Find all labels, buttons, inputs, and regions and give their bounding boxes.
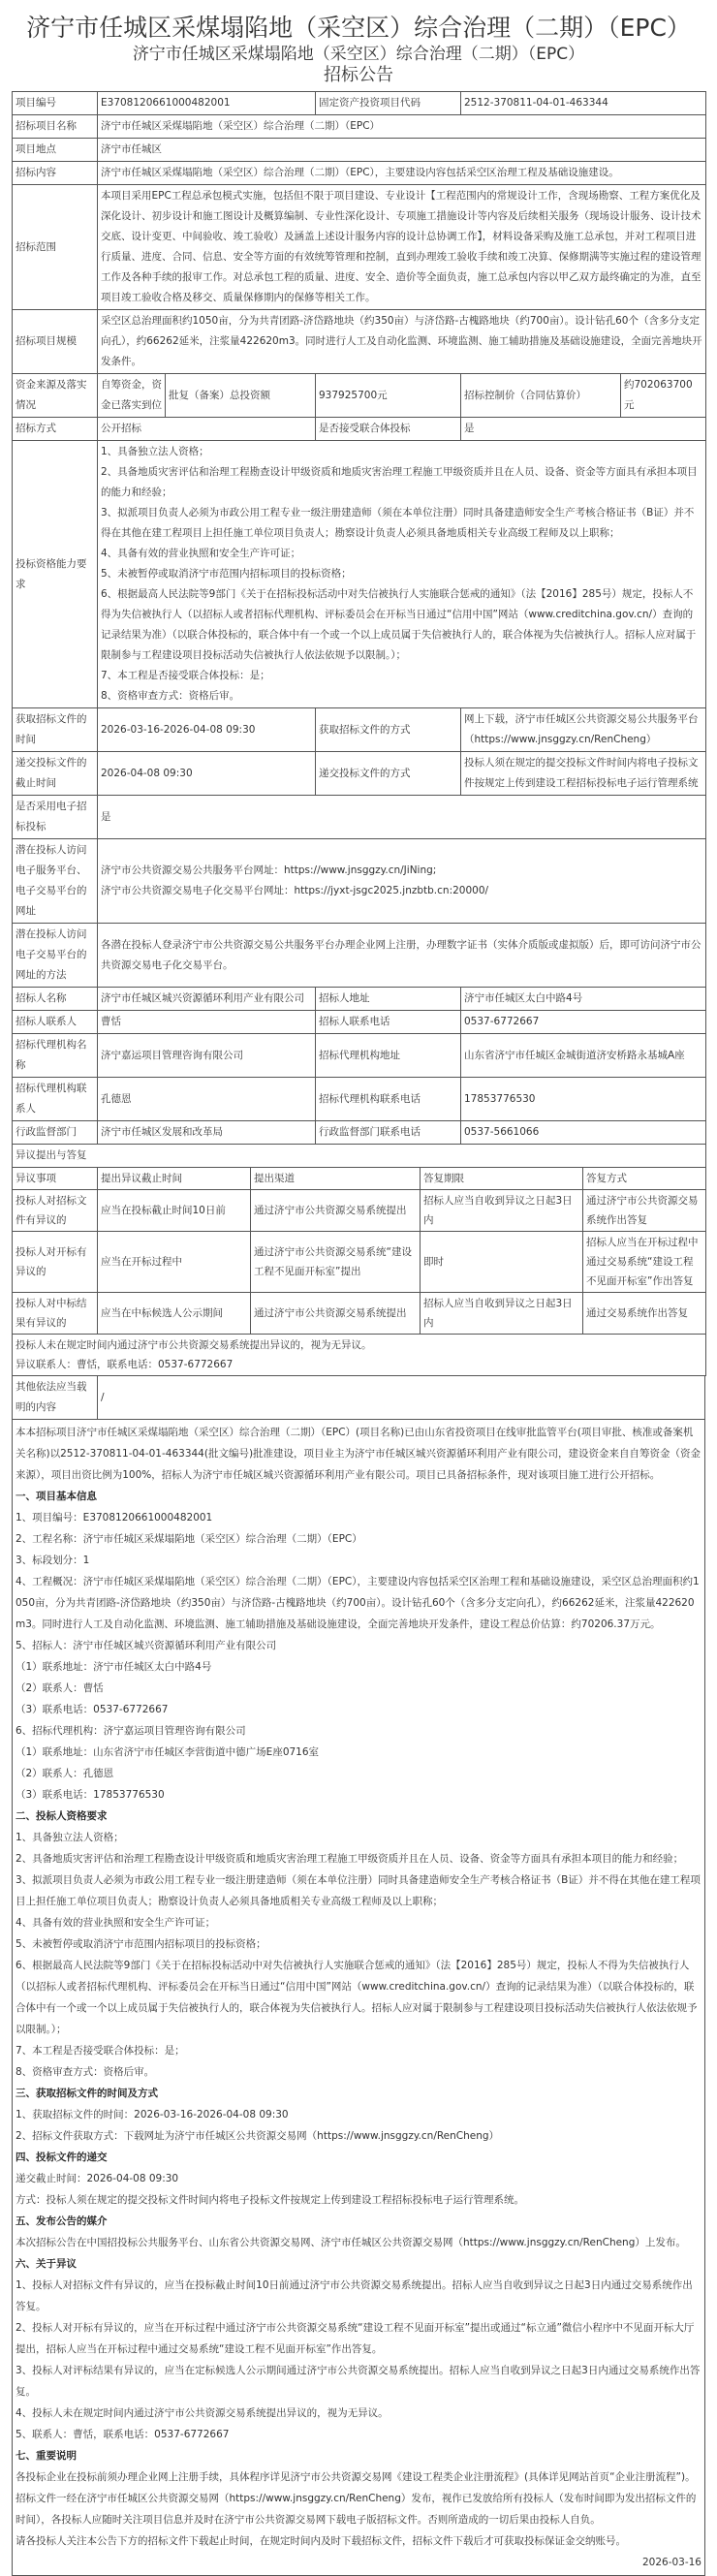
platform-url-public[interactable]: 济宁市公共资源交易公共服务平台网址：https://www.jnsggzy.cn/JiNing; (101, 864, 437, 876)
objection-cell: 招标人应当自收到异议之日起3日内 (421, 1293, 583, 1335)
objection-row (13, 1293, 706, 1335)
agency-label: 招标代理机构名称 (13, 1034, 98, 1078)
section-item: 6、招标代理机构：济宁嘉运项目管理咨询有限公司 (16, 1725, 246, 1737)
objection-cell: 通过济宁市公共资源交易系统作出答复 (583, 1190, 706, 1232)
deadline-label: 递交投标文件的截止时间 (13, 752, 98, 796)
objection-note-row (13, 1335, 706, 1376)
tenderer-value: 济宁市任城区城兴资源循环利用产业有限公司 (98, 988, 316, 1011)
consortium-label: 是否接受联合体投标 (316, 418, 461, 441)
table-row (13, 310, 706, 374)
qual-item: 1、具备独立法人资格； (101, 446, 209, 457)
section-item: 4、投标人未在规定时间内通过济宁市公共资源交易系统提出异议的，视为无异议。 (16, 2407, 389, 2419)
project-name-label: 招标项目名称 (13, 115, 98, 139)
section-item: 各投标企业在投标前须办理企业网上注册手续，具体程序详见济宁市公共资源交易网《建设工程类企业注册流程》(具体详见网站首页“企业注册流程”)。 (16, 2471, 696, 2483)
agency-value: 济宁嘉运项目管理咨询有限公司 (98, 1034, 316, 1078)
notice-heading: 招标公告 (324, 65, 393, 85)
tenderer-contact-value: 曹恬 (98, 1011, 316, 1034)
section-heading: 五、发布公告的媒介 (16, 2215, 108, 2227)
content-value: 济宁市任城区采煤塌陷地（采空区）综合治理（二期）（EPC），主要建设内容包括采空区治理工程及基础设施建设。 (98, 162, 706, 185)
section-item: （3）联系电话：0537-6772667 (16, 1704, 169, 1715)
project-no-value: E3708120661000482001 (98, 92, 316, 115)
submit-method-label: 递交投标文件的方式 (316, 752, 461, 796)
consortium-value: 是 (461, 418, 706, 441)
agency-addr-value: 山东省济宁市任城区金城街道济安桥路永基城A座 (461, 1034, 706, 1078)
section-item: 6、根据最高人民法院等9部门《关于在招标投标活动中对失信被执行人实施联合惩戒的通知》（法【2016】285号）规定，投标人不得为失信被执行人（以招标人或者招标代理机构、评标委员会在开标当日通过“信用中国”网站（www.creditchina.gov.cn/）查询的记录结果为准）（以联合体投标的，联合体中有一个或一个以上成员属于失信被执行人的，联合体视为失信被执行人。招标人应对属于限制参与工程建设项目投标活动失信被执行人依法依规予以限制。）； (16, 1960, 698, 2035)
get-time-value: 2026-03-16-2026-04-08 09:30 (98, 708, 316, 752)
other-table (12, 1375, 705, 2576)
section-item: 1、获取招标文件的时间：2026-03-16-2026-04-08 09:30 (16, 2109, 289, 2120)
total-invest-value: 937925700元 (316, 374, 461, 418)
supervisor-phone-value: 0537-5661066 (461, 1121, 706, 1145)
section-item: 2、具备地质灾害评估和治理工程勘查设计甲级资质和地质灾害治理工程施工甲级资质并且在人员、设备、资金等方面具有承担本项目的能力和经验； (16, 1853, 684, 1865)
tenderer-addr-value: 济宁市任城区太白中路4号 (461, 988, 706, 1011)
project-name-value: 济宁市任城区采煤塌陷地（采空区）综合治理（二期）（EPC） (98, 115, 706, 139)
section-heading: 一、项目基本信息 (16, 1491, 97, 1502)
section-item: 请各投标人关注本公告下方的招标文件下载起止时间，在规定时间内及时下载招标文件，招标文件下载后才可获取投标保证金交纳账号。 (16, 2535, 626, 2547)
table-row (13, 708, 706, 752)
table-row (13, 92, 706, 115)
table-row (13, 1078, 706, 1121)
other-value: / (98, 1376, 705, 1420)
section-item: （3）联系电话：17853776530 (16, 1789, 165, 1801)
section-item: 8、资格审查方式：资格后审。 (16, 2066, 155, 2078)
content-label: 招标内容 (13, 162, 98, 185)
objection-cell: 应当在开标过程中 (98, 1232, 251, 1293)
deadline-value: 2026-04-08 09:30 (98, 752, 316, 796)
objection-header: 答复期限 (421, 1168, 583, 1190)
scope-value: 本项目采用EPC工程总承包模式实施，包括但不限于项目建设、专业设计【工程范围内的常规设计工作，含现场勘察、工程方案优化及深化设计、初步设计和施工图设计及概算编制、专业性深化设计、专项施工措施设计等内容及后续相关服务（现场设计服务、设计技术交底、设计变更、中间验收、竣工验收）及涵盖上述设计服务内容的设计总协调工作】，材料设备采购及施工总承包，并对工程项目进行质量、进度、合同、信息、安全等方面的有效统筹管理和控制，直到办理竣工验收手续和竣工决算、保修期满等实施过程的建设管理工作及各种手续的报审工作。对总承包工程的质量、进度、安全、造价等全面负责，施工总承包内容以甲乙双方最终确定的为准，直至项目竣工验收合格及移交、质量保修期内的保修等相关工作。 (98, 185, 706, 310)
table-row (13, 839, 706, 924)
control-price-value: 约702063700元 (621, 374, 706, 418)
platform-method-label: 潜在投标人访问电子交易平台的网址的方法 (13, 924, 98, 988)
agency-phone-label: 招标代理机构联系电话 (316, 1078, 461, 1121)
table-row (13, 796, 706, 839)
section-item: 1、具备独立法人资格； (16, 1832, 124, 1843)
tenderer-addr-label: 招标人地址 (316, 988, 461, 1011)
body-row (13, 1420, 705, 2576)
method-value: 公开招标 (98, 418, 316, 441)
section-item: 本次招标公告在中国招投标公共服务平台、山东省公共资源交易网、济宁市任城区公共资源交易网（https://www.jnsggzy.cn/RenCheng）上发布。 (16, 2237, 686, 2248)
total-invest-label: 批复（备案）总投资额 (166, 374, 316, 418)
objection-contact-line: 异议联系人：曹恬，联系电话：0537-6772667 (16, 1359, 234, 1370)
table-row (13, 162, 706, 185)
section-item: 招标文件一经在济宁市任城区公共资源交易网（https://www.jnsggzy.cn/RenCheng）发布，视作已发放给所有投标人（发布时间即为发出招标文件的时间），各投标人应随时关注项目信息并及时在济宁市公共资源交易网下载电子版招标文件。否则所造成的一切后果由投标人自负。 (16, 2493, 697, 2526)
electronic-label: 是否采用电子招标投标 (13, 796, 98, 839)
scale-value: 采空区总治理面积约1050亩，分为共青团路-济岱路地块（约350亩）与济岱路-古槐路地块（约700亩）。设计钻孔60个（含多分支定向孔），约66262延米，注浆量422620m3。同时进行人工及自动化监测、环境监测、施工辅助措施及基础设施建设，全面完善地块开发条件。 (98, 310, 706, 374)
table-row (13, 1145, 706, 1168)
section-item: 1、项目编号：E3708120661000482001 (16, 1512, 213, 1524)
notice-document (0, 14, 717, 2576)
tenderer-label: 招标人名称 (13, 988, 98, 1011)
table-row (13, 441, 706, 708)
get-time-label: 获取招标文件的时间 (13, 708, 98, 752)
notice-body (13, 1420, 705, 2576)
objection-cell: 投标人对中标结果有异议的 (13, 1293, 98, 1335)
objection-cell: 投标人对招标文件有异议的 (13, 1190, 98, 1232)
notice-table (12, 91, 706, 1168)
section-item: 2、招标文件获取方式：下载网址为济宁市任城区公共资源交易网（https://www.jnsggzy.cn/RenCheng） (16, 2130, 500, 2142)
section-item: 3、投标人对评标结果有异议的，应当在定标候选人公示期间通过济宁市公共资源交易系统提出。招标人应当自收到异议之日起3日内通过交易系统作出答复。 (16, 2365, 701, 2398)
objection-cell: 招标人应当在开标过程中通过交易系统“建设工程不见面开标室”作出答复 (583, 1232, 706, 1293)
objection-cell: 通过济宁市公共资源交易系统提出 (251, 1293, 421, 1335)
qual-item: 7、本工程是否接受联合体投标：是； (101, 670, 270, 681)
table-row (13, 1121, 706, 1145)
qual-label: 投标资格能力要求 (13, 441, 98, 708)
section-item: 4、工程概况：济宁市任城区采煤塌陷地（采空区）综合治理（二期）（EPC），主要建设内容包括采空区治理工程和基础设施建设，采空区总治理面积约1050亩，分为共青团路-济岱路地块（约350亩）与济岱路-古槐路地块（约700亩）。设计钻孔60个（含多分支定向孔），约66262延米，注浆量422620m3。同时进行人工及自动化监测、环境监测、施工辅助措施及基础设施建设，全面完善地块开发条件，建设工程总价估算：约70206.37万元。 (16, 1576, 700, 1630)
section-item: 3、标段划分：1 (16, 1555, 90, 1566)
tenderer-phone-value: 0537-6772667 (461, 1011, 706, 1034)
intro-paragraph: 本本招标项目济宁市任城区采煤塌陷地（采空区）综合治理（二期）（EPC）(项目名称)已由山东省投资项目在线审批监管平台(项目审批、核准或备案机关名称)以2512-370811-04-01-463344(批文编号)批准建设，项目业主为济宁市任城区城兴资源循环利用产业有限公司，建设资金来自自筹资金（资金来源），项目出资比例为100%，招标人为济宁市任城区城兴资源循环利用产业有限公司。项目已具备招标条件，现对该项目施工进行公开招标。 (16, 1427, 701, 1481)
get-method-label: 获取招标文件的方式 (316, 708, 461, 752)
objection-title: 异议提出与答复 (13, 1145, 706, 1168)
section-item: 5、招标人：济宁市任城区城兴资源循环利用产业有限公司 (16, 1640, 277, 1651)
section-heading: 三、获取招标文件的时间及方式 (16, 2088, 158, 2099)
qual-item: 6、根据最高人民法院等9部门《关于在招标投标活动中对失信被执行人实施联合惩戒的通知》（法【2016】285号）规定，投标人不得为失信被执行人（以招标人或者招标代理机构、评标委员会在开标当日通过“信用中国”网站（www.creditchina.gov.cn/）查询的记录结果为准）（以联合体投标的，联合体中有一个或一个以上成员属于失信被执行人的，联合体视为失信被执行人。招标人应对属于限制参与工程建设项目投标活动失信被执行人依法依规予以限制。）； (101, 588, 697, 661)
section-item: 递交截止时间：2026-04-08 09:30 (16, 2173, 179, 2184)
section-item: 方式：投标人须在规定的提交投标文件时间内将电子投标文件按规定上传到建设工程招标投标电子运行管理系统。 (16, 2194, 524, 2206)
section-item: 3、拟派项目负责人必须为市政公用工程专业一级注册建造师（须在本单位注册）同时具备建造师安全生产考核合格证书（B证）并不得在其他在建工程项目上担任施工单位项目负责人；勘察设计负责人必须具备地质相关专业高级工程师及以上职称； (16, 1874, 701, 1907)
supervisor-phone-label: 行政监督部门联系电话 (316, 1121, 461, 1145)
page-title: 济宁市任城区采煤塌陷地（采空区）综合治理（二期）（EPC） (26, 14, 691, 42)
objection-header: 提出异议截止时间 (98, 1168, 251, 1190)
scale-label: 招标项目规模 (13, 310, 98, 374)
agency-addr-label: 招标代理机构地址 (316, 1034, 461, 1078)
objection-table (12, 1167, 706, 1376)
section-item: （1）联系地址：山东省济宁市任城区李营街道中德广场E座0716室 (16, 1746, 320, 1758)
objection-row (13, 1232, 706, 1293)
table-row (13, 924, 706, 988)
tenderer-phone-label: 招标人联系电话 (316, 1011, 461, 1034)
section-item: 5、未被暂停或取消济宁市范围内招标项目的投标资格； (16, 1938, 266, 1950)
table-row (13, 185, 706, 310)
objection-cell: 应当在投标截止时间10日前 (98, 1190, 251, 1232)
objection-header-row (13, 1168, 706, 1190)
table-row (13, 374, 706, 418)
table-row (13, 752, 706, 796)
location-value: 济宁市任城区 (98, 139, 706, 162)
table-row (13, 1011, 706, 1034)
fund-source-value: 自筹资金，资金已落实到位 (98, 374, 166, 418)
objection-cell: 招标人应当自收到异议之日起3日内 (421, 1190, 583, 1232)
submit-method-value: 投标人须在规定的提交投标文件时间内将电子投标文件按规定上传到建设工程招标投标电子运行管理系统 (461, 752, 706, 796)
objection-cell: 通过济宁市公共资源交易系统提出 (251, 1190, 421, 1232)
objection-header: 答复方式 (583, 1168, 706, 1190)
section-item: 1、投标人对招标文件有异议的，应当在投标截止时间10日前通过济宁市公共资源交易系统提出。招标人应当自收到异议之日起3日内通过交易系统作出答复。 (16, 2279, 693, 2312)
section-heading: 六、关于异议 (16, 2258, 77, 2270)
section-item: （2）联系人：曹恬 (16, 1682, 104, 1694)
method-label: 招标方式 (13, 418, 98, 441)
supervisor-label: 行政监督部门 (13, 1121, 98, 1145)
scope-label: 招标范围 (13, 185, 98, 310)
table-row (13, 1376, 705, 1420)
section-item: （2）联系人：孔德恩 (16, 1768, 114, 1779)
section-item: 2、投标人对开标有异议的，应当在开标过程中通过济宁市公共资源交易系统“建设工程不见面开标室”提出或通过“标立通”微信小程序中不见面开标大厅提出，招标人应当在开标过程中通过交易系统“建设工程不见面开标室”作出答复。 (16, 2322, 695, 2355)
table-row (13, 139, 706, 162)
invest-code-value: 2512-370811-04-01-463344 (461, 92, 706, 115)
agency-contact-label: 招标代理机构联系人 (13, 1078, 98, 1121)
qual-item: 3、拟派项目负责人必须为市政公用工程专业一级注册建造师（须在本单位注册）同时具备建造师安全生产考核合格证书（B证）并不得在其他在建工程项目上担任施工单位项目负责人；勘察设计负责人必须具备地质相关专业高级工程师及以上职称； (101, 507, 695, 539)
platform-url-label: 潜在投标人访问电子服务平台、电子交易平台的网址 (13, 839, 98, 924)
page-subtitle: 济宁市任城区采煤塌陷地（采空区）综合治理（二期）（EPC） (132, 45, 585, 64)
section-heading: 四、投标文件的递交 (16, 2152, 108, 2163)
qual-item: 5、未被暂停或取消济宁市范围内招标项目的投标资格； (101, 568, 352, 580)
objection-cell: 应当在中标候选人公示期间 (98, 1293, 251, 1335)
objection-cell: 即时 (421, 1232, 583, 1293)
qual-item: 2、具备地质灾害评估和治理工程勘查设计甲级资质和地质灾害治理工程施工甲级资质并且在人员、设备、资金等方面具有承担本项目的能力和经验； (101, 466, 698, 498)
publish-date: 2026-03-16 (641, 2557, 701, 2568)
table-row (13, 115, 706, 139)
section-item: 4、具备有效的营业执照和安全生产许可证； (16, 1917, 216, 1929)
objection-note-line: 投标人未在规定时间内通过济宁市公共资源交易系统提出异议的，视为无异议。 (16, 1339, 372, 1351)
table-row (13, 418, 706, 441)
objection-row (13, 1190, 706, 1232)
platform-url-trade[interactable]: 济宁市公共资源交易电子化交易平台网址：https://jyxt-jsgc2025.jnzbtb.cn:20000/ (101, 885, 489, 896)
section-item: 2、工程名称：济宁市任城区采煤塌陷地（采空区）综合治理（二期）（EPC） (16, 1533, 362, 1545)
supervisor-value: 济宁市任城区发展和改革局 (98, 1121, 316, 1145)
electronic-value: 是 (98, 796, 706, 839)
agency-phone-value: 17853776530 (461, 1078, 706, 1121)
platform-method-value: 各潜在投标人登录济宁市公共资源交易公共服务平台办理企业网上注册，办理数字证书（实体介质版或虚拟版）后，即可访问济宁市公共资源交易电子化交易平台。 (98, 924, 706, 988)
location-label: 项目地点 (13, 139, 98, 162)
qual-item: 8、资格审查方式：资格后审。 (101, 690, 240, 702)
project-no-label: 项目编号 (13, 92, 98, 115)
objection-cell: 投标人对开标有异议的 (13, 1232, 98, 1293)
agency-contact-value: 孔德恩 (98, 1078, 316, 1121)
platform-url-value (98, 839, 706, 924)
section-heading: 二、投标人资格要求 (16, 1810, 108, 1822)
tenderer-contact-label: 招标人联系人 (13, 1011, 98, 1034)
objection-header: 异议事项 (13, 1168, 98, 1190)
section-heading: 七、重要说明 (16, 2450, 77, 2462)
qual-list (98, 441, 706, 708)
objection-note (13, 1335, 706, 1376)
section-item: 5、联系人：曹恬，联系电话：0537-6772667 (16, 2429, 230, 2440)
get-method-value: 网上下载，济宁市任城区公共资源交易公共服务平台（https://www.jnsggzy.cn/RenCheng） (461, 708, 706, 752)
table-row (13, 988, 706, 1011)
qual-item: 4、具备有效的营业执照和安全生产许可证； (101, 548, 301, 559)
control-price-label: 招标控制价（合同估算价） (461, 374, 621, 418)
objection-cell: 通过交易系统作出答复 (583, 1293, 706, 1335)
fund-label: 资金来源及落实情况 (13, 374, 98, 418)
table-row (13, 1034, 706, 1078)
objection-cell: 通过济宁市公共资源交易系统“建设工程不见面开标室”提出 (251, 1232, 421, 1293)
section-item: （1）联系地址：济宁市任城区太白中路4号 (16, 1661, 212, 1673)
objection-header: 提出渠道 (251, 1168, 421, 1190)
other-label: 其他依法应当载明的内容 (13, 1376, 98, 1420)
section-item: 7、本工程是否接受联合体投标：是； (16, 2045, 185, 2057)
invest-code-label: 固定资产投资项目代码 (316, 92, 461, 115)
